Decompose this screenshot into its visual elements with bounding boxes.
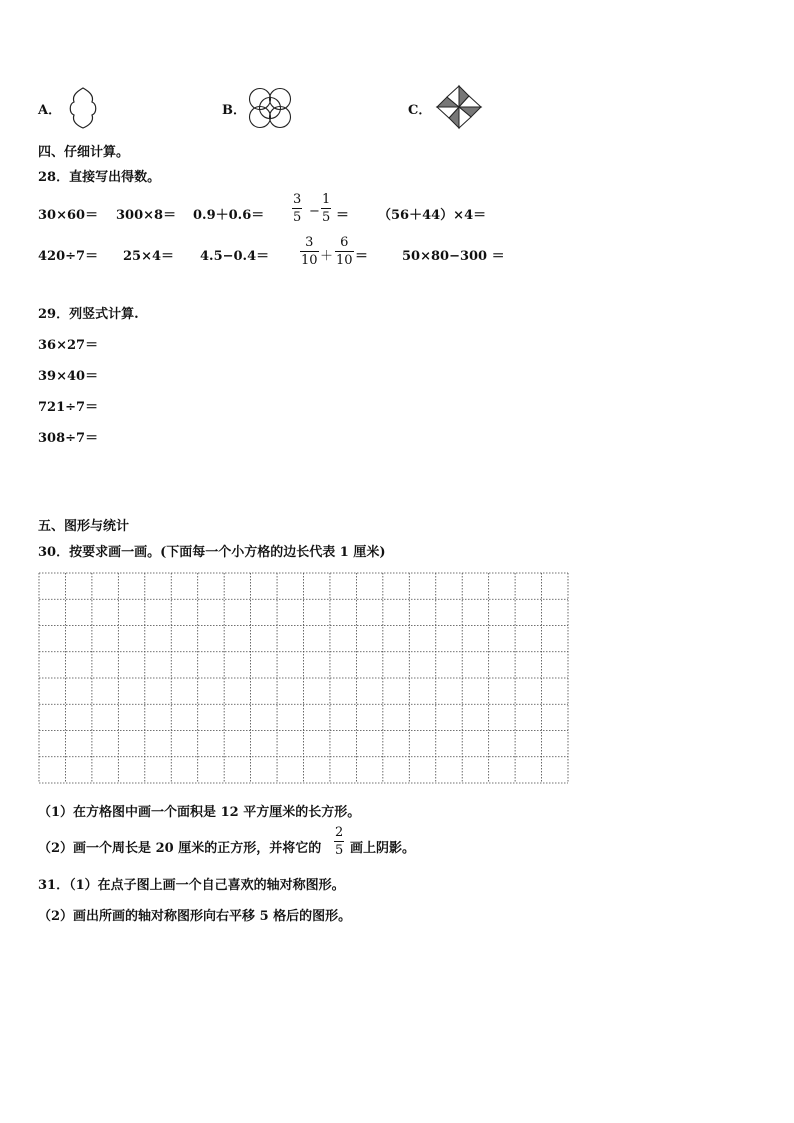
- equals-sign: ＝: [336, 208, 350, 223]
- section-four-title: 四、仔细计算。: [38, 145, 130, 160]
- q28-title: 28．直接写出得数。: [38, 170, 161, 185]
- vertical-calc-item: 39×40＝: [38, 369, 99, 384]
- option-c-label: C．: [408, 103, 432, 118]
- q29-title: 29．列竖式计算.: [38, 307, 139, 322]
- vertical-calc-item: 36×27＝: [38, 338, 99, 353]
- four-circle-flower-icon: [246, 86, 294, 130]
- pinwheel-icon: [435, 84, 483, 130]
- calc-0.9plus0.6: 0.9＋0.6＝: [193, 208, 265, 223]
- q30-title: 30．按要求画一画。(下面每一个小方格的边长代表 1 厘米): [38, 545, 386, 560]
- option-a-label: A．: [38, 103, 62, 118]
- q30-sub2-suffix: 画上阴影。: [350, 841, 416, 856]
- fraction-6-10: 6 10: [336, 235, 353, 268]
- plus-sign: ＋: [320, 249, 334, 264]
- minus-sign: −: [309, 204, 320, 219]
- calc-50x80minus300: 50×80−300 ＝: [402, 249, 505, 264]
- q30-sub1: （1）在方格图中画一个面积是 12 平方厘米的长方形。: [38, 805, 361, 820]
- section-five-title: 五、图形与统计: [38, 519, 130, 534]
- vertical-calc-item: 721÷7＝: [38, 400, 99, 415]
- calc-25x4: 25×4＝: [123, 249, 175, 264]
- calc-4.5minus0.4: 4.5−0.4＝: [200, 249, 270, 264]
- q31-line1: 31．（1）在点子图上画一个自己喜欢的轴对称图形。: [38, 878, 345, 893]
- calc-30x60: 30×60＝: [38, 208, 99, 223]
- vertical-calc-item: 308÷7＝: [38, 431, 99, 446]
- lemon-shape-icon: [66, 86, 100, 130]
- square-grid[interactable]: [38, 572, 569, 784]
- fraction-2-5: 2 5: [335, 825, 344, 858]
- q30-sub2-text: （2）画一个周长是 20 厘米的正方形，并将它的: [38, 841, 322, 856]
- equals-sign-2: ＝: [355, 249, 369, 264]
- calc-56plus44x4: （56＋44）×4＝: [378, 208, 487, 223]
- calc-420div7: 420÷7＝: [38, 249, 99, 264]
- calc-300x8: 300×8＝: [116, 208, 177, 223]
- fraction-3-5: 3 5: [293, 192, 302, 225]
- option-b-label: B．: [222, 103, 246, 118]
- q31-line2: （2）画出所画的轴对称图形向右平移 5 格后的图形。: [38, 909, 352, 924]
- fraction-1-5: 1 5: [322, 192, 331, 225]
- fraction-3-10: 3 10: [301, 235, 318, 268]
